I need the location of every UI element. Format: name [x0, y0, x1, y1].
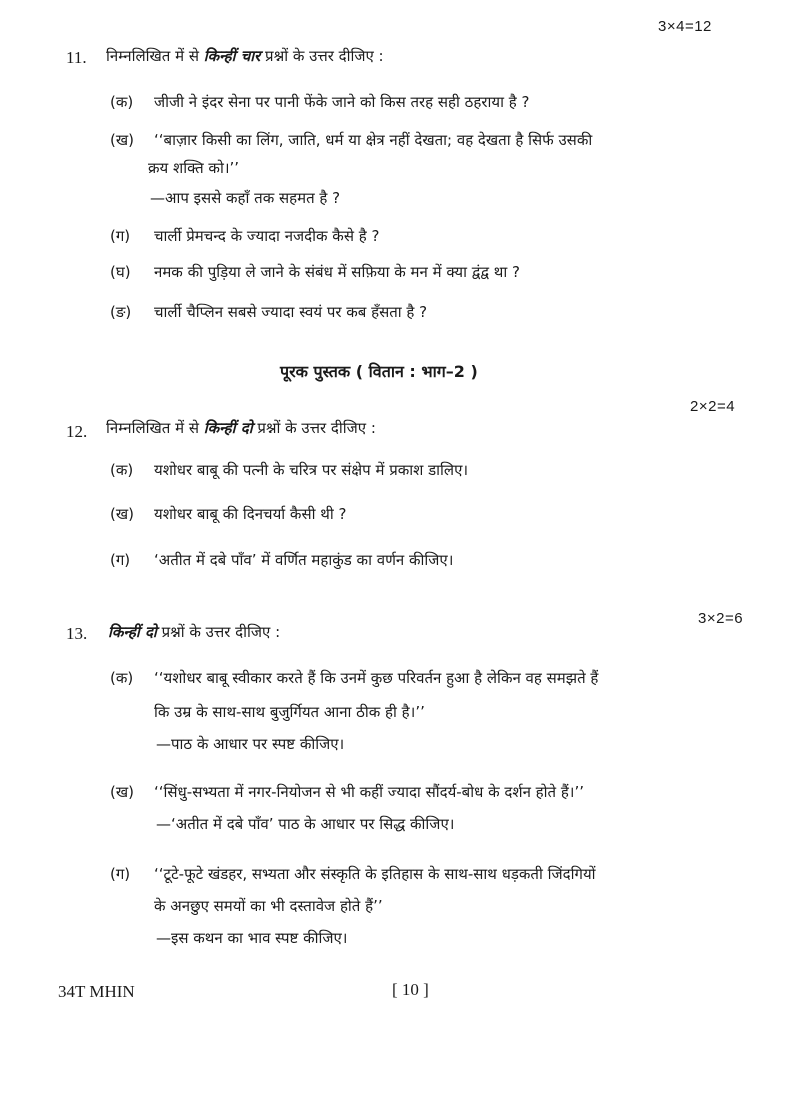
q13-option-ka-line2: कि उम्र के साथ-साथ बुजुर्गियत आना ठीक ही है।’’ [154, 703, 425, 721]
q13-number: 13. [66, 624, 88, 643]
option-label: (घ) [110, 263, 131, 281]
q11-option-kha [110, 130, 592, 150]
q13-option-ga-line3: —इस कथन का भाव स्पष्ट कीजिए। [156, 929, 348, 947]
page-number: [ 10 ] [392, 980, 429, 999]
option-label: (क) [110, 461, 134, 479]
option-label: (ग) [110, 551, 131, 569]
option-text: जीजी ने इंदर सेना पर पानी फेंके जाने को किस तरह सही ठहराया है ? [154, 93, 530, 111]
option-text: चार्ली प्रेमचन्द के ज्यादा नजदीक कैसे है ? [154, 227, 380, 245]
q13-option-kha [110, 782, 584, 802]
q11-intro-text: निम्नलिखित में से [106, 47, 204, 65]
q12-option-kha [110, 504, 346, 524]
q11-marks: 3×4=12 [658, 18, 712, 35]
q11-number: 11. [66, 48, 87, 67]
section-heading: पूरक पुस्तक ( वितान : भाग–2 ) [280, 362, 478, 381]
q11-option-gha [110, 262, 520, 282]
q11-option-kha-line2: क्रय शक्ति को।’’ [148, 159, 240, 177]
option-label: (ख) [110, 131, 134, 149]
q11-intro-text-end: प्रश्नों के उत्तर दीजिए : [260, 47, 384, 65]
option-label: (क) [110, 669, 134, 687]
q13-instruction [108, 622, 280, 642]
option-label: (ग) [110, 227, 131, 245]
option-label: (ख) [110, 505, 134, 523]
q12-marks: 2×2=4 [690, 398, 736, 415]
q11-intro-emphasis: किन्हीं चार [203, 47, 261, 65]
q13-option-ga-line2: के अनछुए समयों का भी दस्तावेज होते हैं’’ [154, 897, 383, 915]
option-text: ‘‘टूटे-फूटे खंडहर, सभ्यता और संस्कृति के इतिहास के साथ-साथ धड़कती जिंदगियों [154, 865, 596, 883]
q13-option-ka-line3: —पाठ के आधार पर स्पष्ट कीजिए। [156, 735, 345, 753]
q12-number: 12. [66, 422, 88, 441]
option-text: नमक की पुड़िया ले जाने के संबंध में सफ़िया के मन में क्या द्वंद्व था ? [154, 263, 520, 281]
q13-option-kha-line2: —‘अतीत में दबे पाँव’ पाठ के आधार पर सिद्ध कीजिए। [156, 815, 455, 833]
q12-intro-text-end: प्रश्नों के उत्तर दीजिए : [252, 419, 376, 437]
q11-option-ka [110, 92, 529, 112]
q12-intro-emphasis: किन्हीं दो [203, 419, 253, 437]
q11-option-nga [110, 302, 427, 322]
option-label: (ग) [110, 865, 131, 883]
q11-option-ga [110, 226, 379, 246]
q11-instruction [106, 46, 384, 66]
q13-option-ka [110, 668, 598, 688]
option-text: ‘अतीत में दबे पाँव’ में वर्णित महाकुंड का वर्णन कीजिए। [154, 551, 454, 569]
q12-instruction [106, 418, 376, 438]
option-text: यशोधर बाबू की पत्नी के चरित्र पर संक्षेप में प्रकाश डालिए। [154, 461, 469, 479]
option-label: (क) [110, 93, 134, 111]
option-text: यशोधर बाबू की दिनचर्या कैसी थी ? [154, 505, 347, 523]
option-text: ‘‘सिंधु-सभ्यता में नगर-नियोजन से भी कहीं ज्यादा सौंदर्य-बोध के दर्शन होते हैं।’’ [154, 783, 585, 801]
q12-option-ka [110, 460, 468, 480]
option-text: चार्ली चैप्लिन सबसे ज्यादा स्वयं पर कब हँसता है ? [154, 303, 428, 321]
q11-option-kha-line3: —आप इससे कहाँ तक सहमत है ? [150, 189, 341, 207]
q13-marks: 3×2=6 [698, 610, 744, 627]
q13-intro-text-end: प्रश्नों के उत्तर दीजिए : [156, 623, 281, 641]
paper-code: 34T MHIN [58, 982, 135, 1001]
option-text: ‘‘बाज़ार किसी का लिंग, जाति, धर्म या क्षेत्र नहीं देखता; वह देखता है सिर्फ उसकी [154, 131, 593, 149]
q13-intro-emphasis: किन्हीं दो [108, 623, 157, 641]
option-text: ‘‘यशोधर बाबू स्वीकार करते हैं कि उनमें कुछ परिवर्तन हुआ है लेकिन वह समझते हैं [154, 669, 599, 687]
q13-option-ga [110, 864, 596, 884]
q12-option-ga [110, 550, 453, 570]
q12-intro-text: निम्नलिखित में से [106, 419, 204, 437]
option-label: (ख) [110, 783, 134, 801]
option-label: (ङ) [110, 303, 132, 321]
